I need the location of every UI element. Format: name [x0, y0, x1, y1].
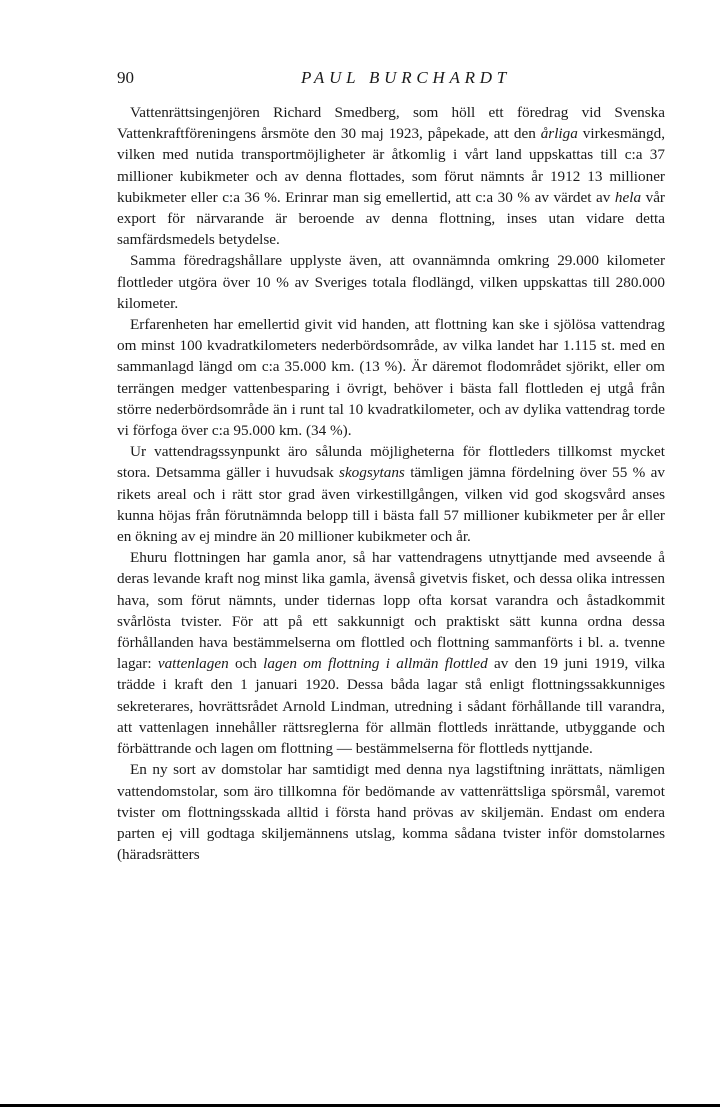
text-run: Vattenrättsingenjören Richard Smedberg, som höll ett föredrag vid Svenska Vattenkraftföreningens årsmöte den 30 maj 1923, påpekade, att den — [117, 104, 665, 143]
text-run: En ny sort av domstolar har samtidigt med denna nya lagstiftning inrättats, nämligen vattendomstolar, som äro tillkomna för bedömande av vattenrättsliga spörsmål, varemot tvister om flottningsskada alltid i första hand prövas av skiljemän. Endast om endera parten ej vill godtaga skiljemännens utslag, komma sådana tvister inför domstolarnes (häradsrätters — [117, 761, 665, 864]
body-text — [117, 102, 665, 865]
paragraph — [117, 102, 665, 250]
italic-term: hela — [614, 188, 642, 206]
italic-term: lagen om flottning i allmän flottled — [263, 655, 488, 673]
text-run: virkesmängd, vilken med nutida transportmöjligheter är åtkomlig i vårt land uppskattas till c:a 37 millioner kubikmeter och av denna flottades, som förut nämnts år 1912 13 millioner kubikmeter eller c:a 36 %. Erinrar man sig emellertid, att c:a 30 % av värdet av — [117, 125, 665, 206]
italic-term: skogsytans — [339, 464, 405, 482]
paragraph — [117, 314, 665, 441]
text-run: av den 19 juni 1919, vilka trädde i kraft den 1 januari 1920. Dessa båda lagar stå enligt flottningssakkunniges sekreterares, hovrättsrådet Arnold Lindman, utredning i sådant förhållande till varandra, att vattenlagen innehåller rättsreglerna för allmän flottleds inrättande, utbyggande och förbättrande och lagen om flottning — bestämmelserna för flottleds nyttjande. — [117, 655, 665, 758]
paragraph — [117, 759, 665, 865]
text-run: och — [228, 655, 264, 673]
page-header — [117, 68, 665, 92]
paragraph — [117, 441, 665, 547]
text-run: Ur vattendragssynpunkt äro sålunda möjligheterna för flottleders tillkomst mycket stora. Detsamma gäller i huvudsak — [117, 443, 665, 482]
text-run: tämligen jämna fördelning över 55 % av rikets areal och i rätt stor grad även virkestillgången, vilken vid god skogsvård anses kunna höjas från förutnämnda belopp till i bästa fall 57 millioner kubikmeter per år eller en ökning av ej mindre än 20 millioner kubikmeter och år. — [117, 464, 665, 546]
text-run: Ehuru flottningen har gamla anor, så har vattendragens utnyttjande med avseende å deras levande kraft nog minst lika gamla, ävenså givetvis fisket, och dessa olika intressen hava, som förut nämnts, under tidernas lopp ofta korsat varandra och åstadkommit svårlösta tvister. För att på ett sakkunnigt och praktiskt sätt kunna ordna dessa förhållanden hava bestämmelserna om flottled och flottning sammanförts i bl. a. tvenne lagar: — [117, 549, 665, 673]
text-run: vår export för närvarande är beroende av denna flottning, inses utan vidare detta samfärdsmedels betydelse. — [117, 188, 665, 249]
paragraph — [117, 250, 665, 314]
italic-term: årliga — [540, 125, 578, 143]
italic-term: vattenlagen — [157, 655, 229, 673]
text-run: Samma föredragshållare upplyste även, att ovannämnda omkring 29.000 kilometer flottleder utgöra över 10 % av Sveriges totala flodlängd, vilken uppskattas till 280.000 kilometer. — [117, 252, 665, 312]
page-number: 90 — [117, 68, 134, 87]
paragraph — [117, 547, 665, 759]
text-run: Erfarenheten har emellertid givit vid handen, att flottning kan ske i sjölösa vattendrag om minst 100 kvadratkilometers nederbördsområde, av vilka landet har 1.115 st. med en sammanlagd längd om c:a 35.000 km. (13 %). Är däremot flodområdet sjörikt, eller om terrängen medger vattenbesparing i övrigt, behöver i bästa fall flottleden ej utgå från större nederbördsområde än i runt tal 10 kvadratkilometer, och av dylika vattendrag torde vi förfoga över c:a 95.000 km. (34 %). — [117, 316, 665, 440]
running-title: PAUL BURCHARDT — [300, 68, 512, 87]
